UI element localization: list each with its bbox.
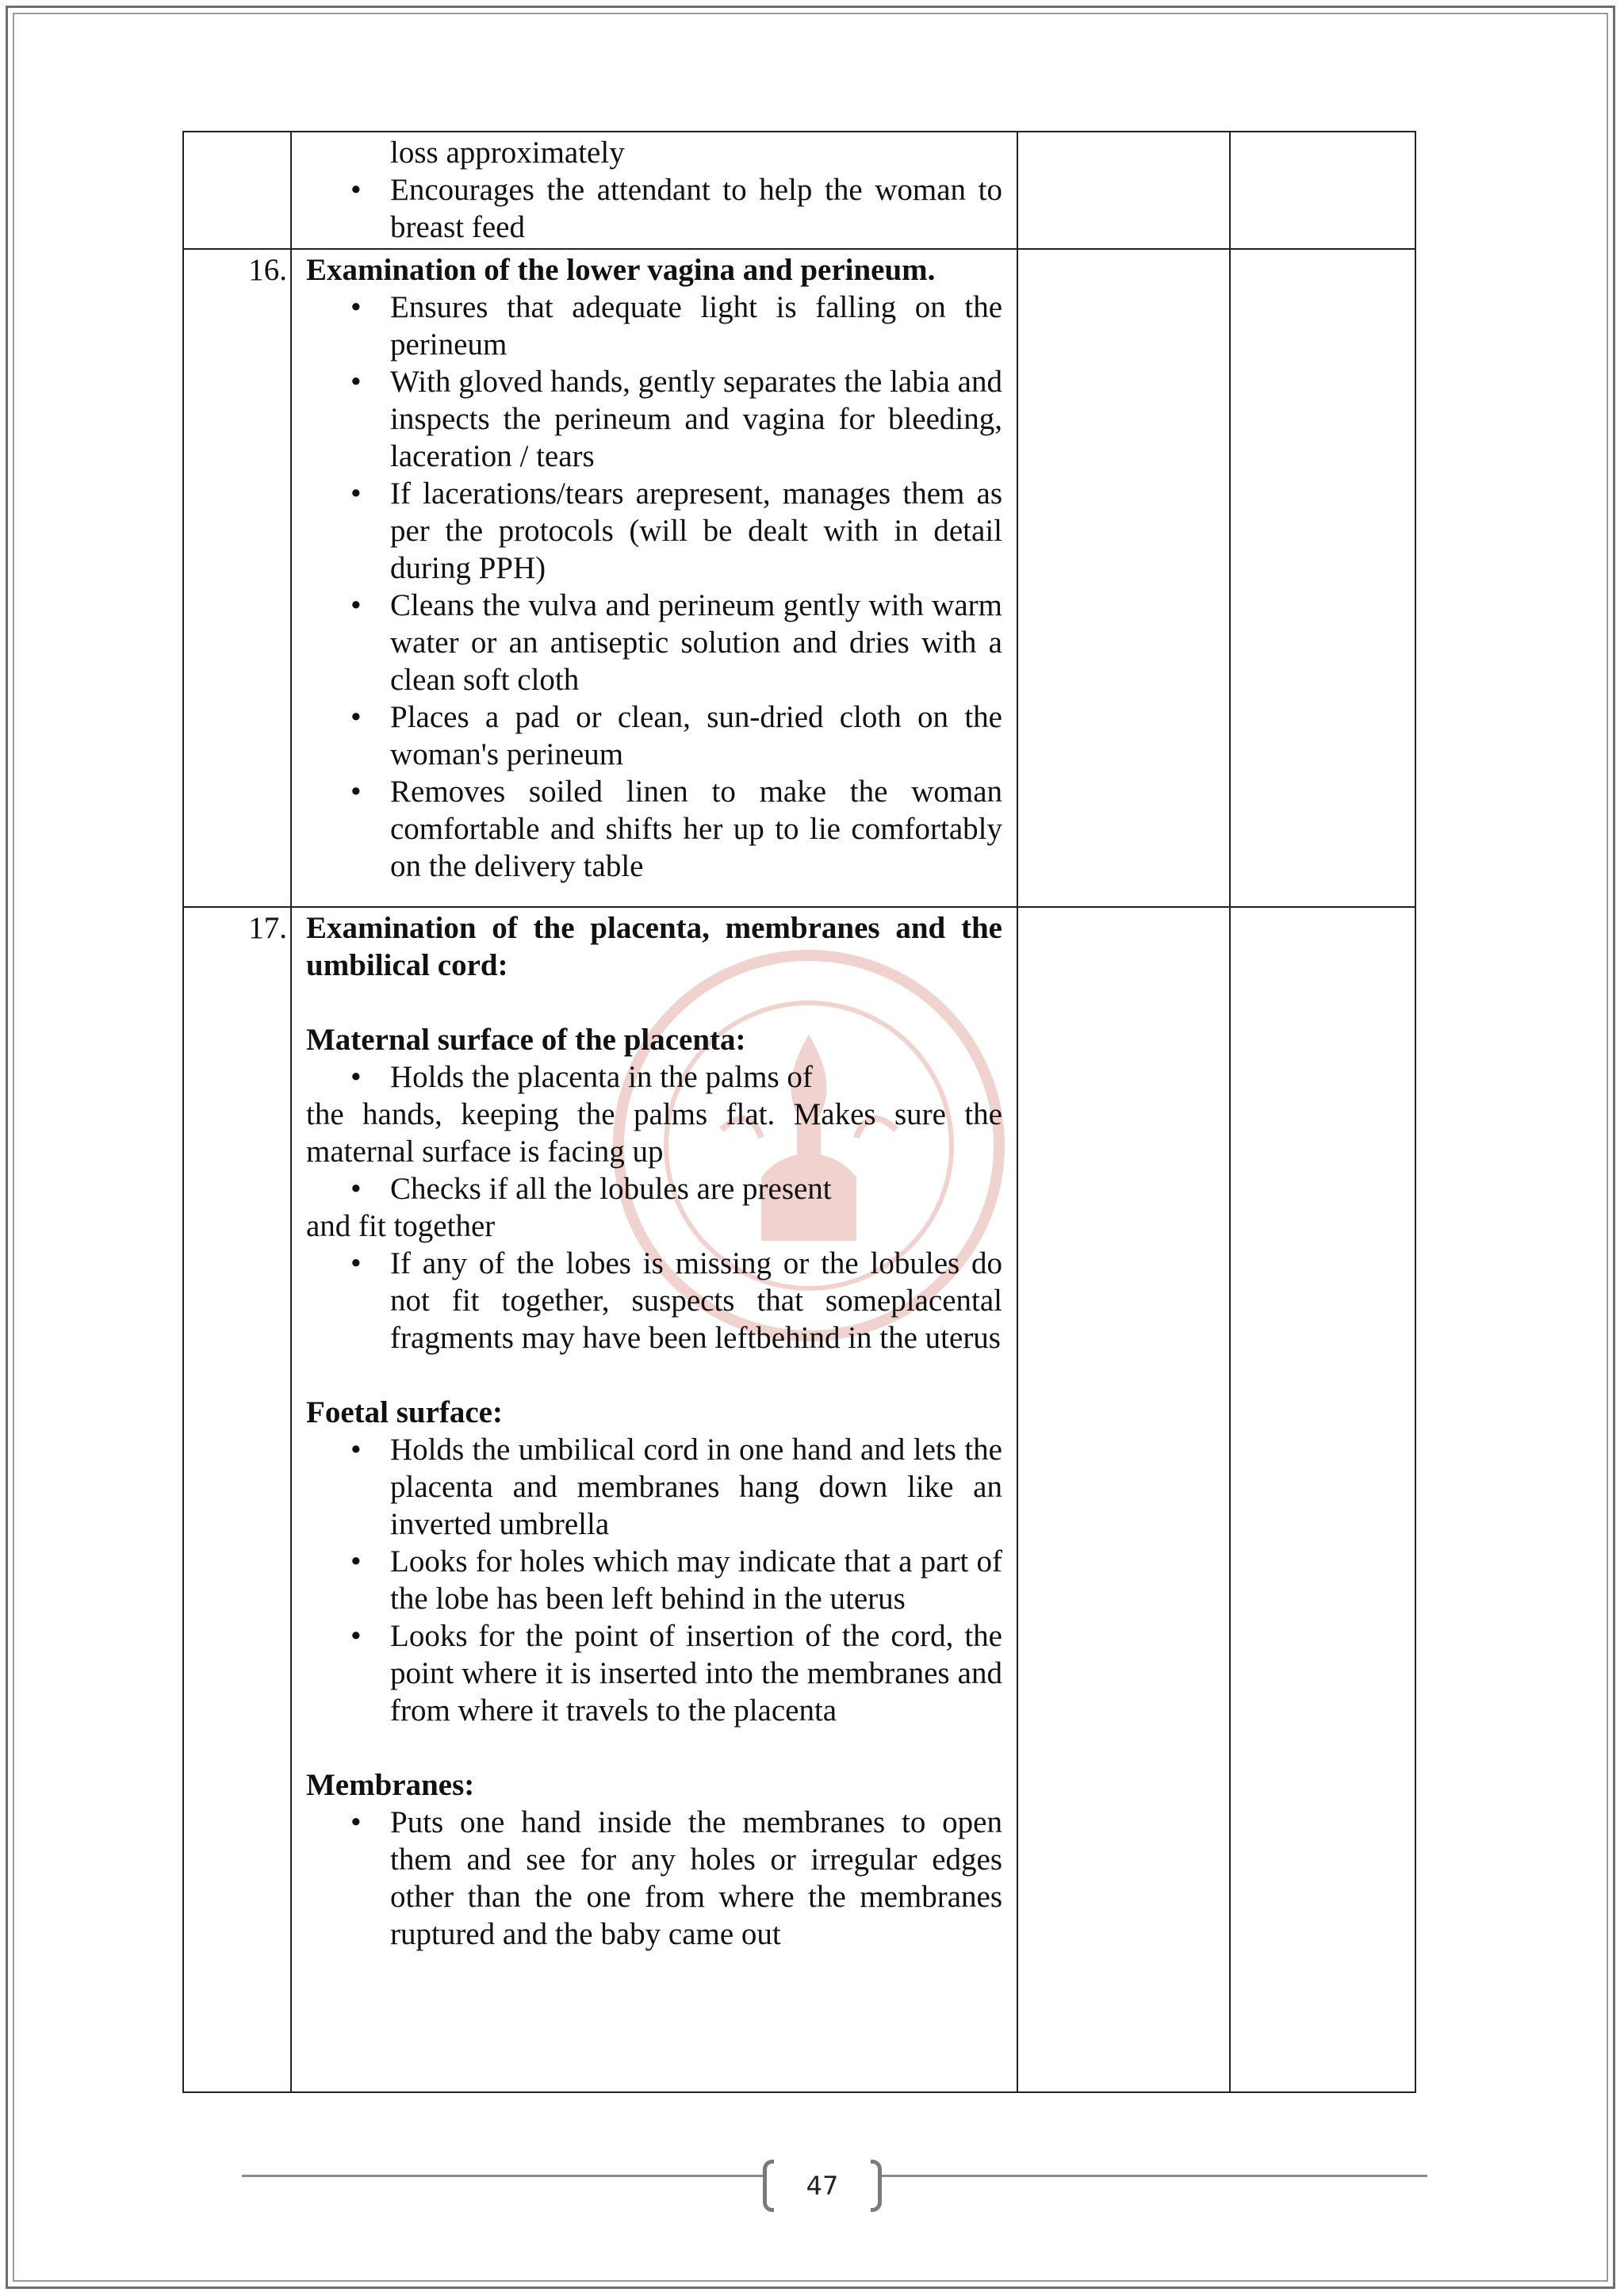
remarks-cell <box>1230 907 1415 2092</box>
table-row <box>183 907 1415 2092</box>
footer-rule-right <box>882 2175 1427 2177</box>
list-item: • Holds the placenta in the palms of <box>306 1058 1002 1096</box>
page-number: 47 <box>806 2171 839 2201</box>
remarks-cell <box>1230 249 1415 907</box>
footer-rule-left <box>242 2175 763 2177</box>
maternal-surface-title: Maternal surface of the placenta: <box>306 1023 746 1057</box>
list-item: • Encourages the attendant to help the woman to breast feed <box>306 171 1002 246</box>
list-item: • With gloved hands, gently separates the labia and inspects the perineum and vagina for bleeding, laceration / tears <box>306 363 1002 475</box>
list-item: • Holds the umbilical cord in one hand and lets the placenta and membranes hang down like an inverted umbrella <box>306 1431 1002 1543</box>
score-cell <box>1017 907 1230 2092</box>
foetal-surface-title: Foetal surface: <box>306 1395 503 1429</box>
bullet-list <box>306 289 1002 885</box>
list-item: • Looks for holes which may indicate that a part of the lobe has been left behind in the uterus <box>306 1543 1002 1617</box>
list-item-continuation: the hands, keeping the palms flat. Makes sure the maternal surface is facing up <box>306 1097 1002 1169</box>
step-description-cell <box>291 132 1017 249</box>
page-number-badge <box>763 2160 882 2215</box>
step-heading: Examination of the placenta, membranes and the umbilical cord: <box>306 911 1002 982</box>
list-item: • If any of the lobes is missing or the lobules do not fit together, suspects that someplacental fragments may have been leftbehind in the uterus <box>306 1245 1002 1357</box>
step-heading: Examination of the lower vagina and perineum. <box>306 253 936 287</box>
list-item: • Removes soiled linen to make the woman comfortable and shifts her up to lie comfortably on the delivery table <box>306 773 1002 885</box>
bullet-list <box>306 1431 1002 1729</box>
step-number: 17. <box>183 907 291 2092</box>
remarks-cell <box>1230 132 1415 249</box>
list-item: • Puts one hand inside the membranes to open them and see for any holes or irregular edges other than the one from where the membranes ruptured and the baby came out <box>306 1804 1002 1953</box>
step-number-cell <box>183 132 291 249</box>
list-item: • Places a pad or clean, sun-dried cloth on the woman's perineum <box>306 698 1002 773</box>
list-item: • Checks if all the lobules are present <box>306 1170 1002 1207</box>
membranes-title: Membranes: <box>306 1768 475 1802</box>
step-number: 16. <box>183 249 291 907</box>
bullet-list <box>306 1245 1002 1357</box>
continued-text: loss approximately <box>390 136 625 170</box>
list-item: • Looks for the point of insertion of the cord, the point where it is inserted into the membranes and from where it travels to the placenta <box>306 1617 1002 1729</box>
list-item: • If lacerations/tears arepresent, manages them as per the protocols (will be dealt with in detail during PPH) <box>306 475 1002 587</box>
step-description-cell <box>291 249 1017 907</box>
list-item: • Ensures that adequate light is falling on the perineum <box>306 289 1002 363</box>
list-item: • Cleans the vulva and perineum gently with warm water or an antiseptic solution and dries with a clean soft cloth <box>306 587 1002 698</box>
score-cell <box>1017 132 1230 249</box>
step-description-cell <box>291 907 1017 2092</box>
score-cell <box>1017 249 1230 907</box>
table-row <box>183 249 1415 907</box>
checklist-table <box>182 131 1416 2093</box>
bullet-list <box>306 1804 1002 1953</box>
bullet-list <box>306 171 1002 246</box>
list-item-continuation: and fit together <box>306 1209 496 1243</box>
table-row <box>183 132 1415 249</box>
